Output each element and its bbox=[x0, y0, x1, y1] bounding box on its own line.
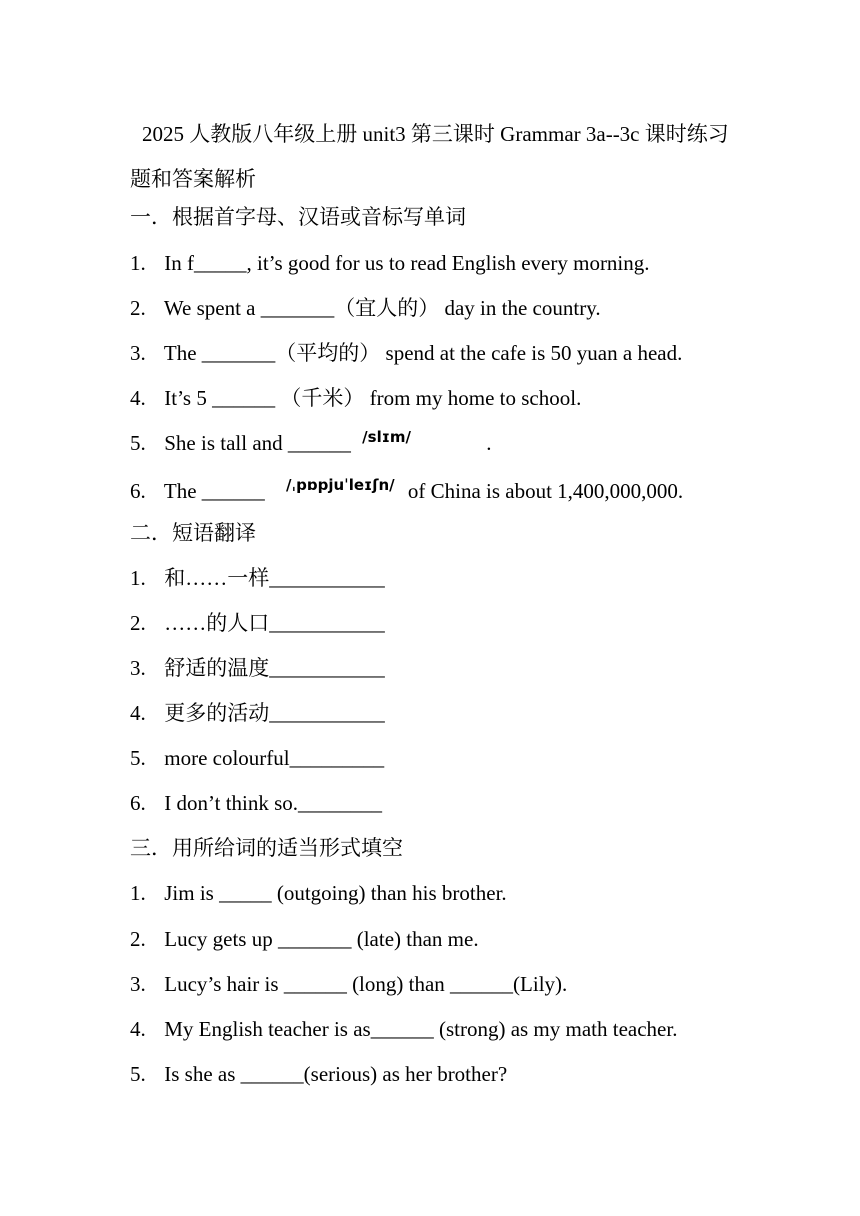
question-line bbox=[130, 698, 385, 728]
answer-blank: ___________ bbox=[269, 566, 385, 590]
question-line bbox=[130, 878, 507, 908]
answer-blank: ______ bbox=[370, 1017, 434, 1041]
answer-blank: ________ bbox=[298, 791, 383, 815]
question-line bbox=[130, 338, 682, 368]
section-heading: 二．短语翻译 bbox=[130, 521, 256, 545]
question-text: 和……一样 bbox=[164, 566, 270, 590]
question-text: The bbox=[163, 341, 202, 365]
question-line bbox=[130, 248, 650, 278]
question-text: (long) than bbox=[346, 972, 451, 996]
question-line bbox=[130, 608, 385, 638]
section-heading: 三．用所给词的适当形式填空 bbox=[130, 836, 403, 860]
question-line bbox=[130, 476, 683, 508]
question-text: ……的人口 bbox=[164, 611, 270, 635]
question-text: (outgoing) than his brother. bbox=[271, 881, 507, 905]
answer-blank: ___________ bbox=[269, 701, 385, 725]
phonetic-transcription: /ˌpɒpjuˈleɪʃn/ bbox=[286, 476, 395, 494]
answer-blank: _______ bbox=[277, 927, 352, 951]
question-text: In f bbox=[164, 251, 194, 275]
answer-blank: ______ bbox=[201, 479, 265, 503]
question-text: 更多的活动 bbox=[164, 701, 270, 725]
question-text: （宜人的） day in the country. bbox=[334, 296, 601, 320]
question-number: 6. bbox=[130, 791, 146, 815]
question-text: Is she as bbox=[164, 1062, 241, 1086]
answer-blank: ______ bbox=[287, 431, 351, 455]
question-line bbox=[130, 1059, 507, 1089]
question-number: 2. bbox=[130, 927, 146, 951]
question-line bbox=[130, 969, 567, 999]
question-text: We spent a bbox=[163, 296, 261, 320]
question-number: 1. bbox=[130, 251, 146, 275]
question-text: (strong) as my math teacher. bbox=[433, 1017, 678, 1041]
question-line bbox=[130, 743, 384, 773]
answer-blank: _________ bbox=[289, 746, 385, 770]
question-number: 6. bbox=[130, 479, 146, 503]
document-title: 2025 人教版八年级上册 unit3 第三课时 Grammar 3a--3c 课时练习题和答案解析 bbox=[130, 122, 729, 191]
question-text: It’s 5 bbox=[164, 386, 213, 410]
question-number: 1. bbox=[130, 881, 146, 905]
answer-blank: _____ bbox=[194, 251, 247, 275]
question-text: of China is about 1,400,000,000. bbox=[407, 479, 684, 503]
question-text: , it’s good for us to read English every morning. bbox=[246, 251, 650, 275]
question-text: (serious) as her brother? bbox=[303, 1062, 508, 1086]
question-text: She is tall and bbox=[164, 431, 288, 455]
question-text: Lucy gets up bbox=[164, 927, 278, 951]
answer-blank: _____ bbox=[219, 881, 272, 905]
question-text: The bbox=[163, 479, 202, 503]
question-text: Jim is bbox=[164, 881, 220, 905]
question-number: 4. bbox=[130, 386, 146, 410]
answer-blank: _______ bbox=[201, 341, 276, 365]
phonetic-transcription: /slɪm/ bbox=[362, 428, 411, 446]
answer-blank: ______ bbox=[212, 386, 276, 410]
question-number: 2. bbox=[130, 296, 146, 320]
question-text: more colourful bbox=[164, 746, 290, 770]
answer-blank: ___________ bbox=[269, 656, 385, 680]
answer-blank: ______ bbox=[283, 972, 347, 996]
answer-blank: _______ bbox=[260, 296, 335, 320]
section-heading: 一．根据首字母、汉语或音标写单词 bbox=[130, 205, 466, 229]
answer-blank: ______ bbox=[240, 1062, 304, 1086]
question-text: Lucy’s hair is bbox=[164, 972, 284, 996]
question-line bbox=[130, 383, 581, 413]
question-text: I don’t think so. bbox=[164, 791, 299, 815]
answer-blank: ______ bbox=[450, 972, 514, 996]
question-line bbox=[130, 293, 601, 323]
question-line bbox=[130, 653, 385, 683]
question-line bbox=[130, 924, 479, 954]
question-text: (Lily). bbox=[513, 972, 568, 996]
question-number: 5. bbox=[130, 431, 146, 455]
question-text: （平均的） spend at the cafe is 50 yuan a head. bbox=[275, 341, 683, 365]
question-line bbox=[130, 428, 492, 460]
question-number: 2. bbox=[130, 611, 146, 635]
question-text: 舒适的温度 bbox=[164, 656, 270, 680]
question-number: 4. bbox=[130, 1017, 146, 1041]
question-number: 4. bbox=[130, 701, 146, 725]
question-line bbox=[130, 1014, 677, 1044]
question-number: 5. bbox=[130, 1062, 146, 1086]
question-text: （千米） from my home to school. bbox=[275, 386, 582, 410]
question-text: (late) than me. bbox=[351, 927, 479, 951]
question-text: My English teacher is as bbox=[164, 1017, 371, 1041]
question-number: 1. bbox=[130, 566, 146, 590]
question-number: 3. bbox=[130, 972, 146, 996]
answer-blank: ___________ bbox=[269, 611, 385, 635]
question-number: 3. bbox=[130, 656, 146, 680]
question-number: 3. bbox=[130, 341, 146, 365]
question-text: . bbox=[486, 431, 492, 455]
question-line bbox=[130, 563, 385, 593]
question-number: 5. bbox=[130, 746, 146, 770]
question-line bbox=[130, 788, 382, 818]
